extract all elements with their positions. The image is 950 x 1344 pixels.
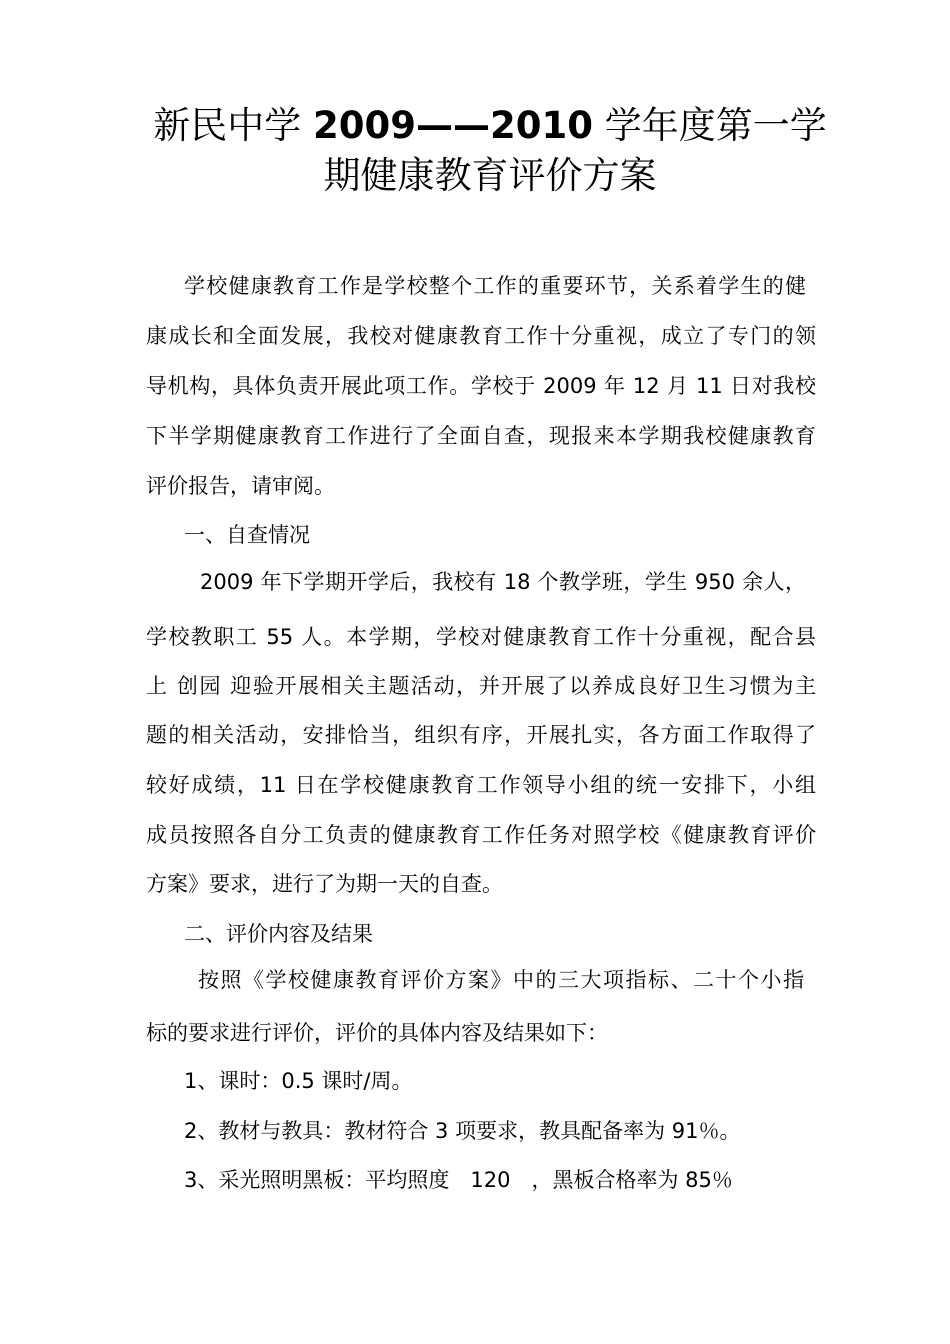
document-title-line1 [140, 104, 840, 148]
paragraph-intro-line-1: 学校健康教育工作是学校整个工作的重要环节，关系着学生的健 [184, 274, 806, 298]
paragraph-evaluation-line-1: 按照《学校健康教育评价方案》中的三大项指标、二十个小指 [198, 968, 804, 992]
paragraph-selfcheck-line-7: 方案》要求，进行了为期一天的自查。 [146, 872, 503, 896]
title-year-range: 2009——2010 [313, 104, 593, 147]
section-heading-evaluation: 二、评价内容及结果 [184, 922, 373, 946]
title-term-part1: 学年度第一学 [592, 104, 827, 147]
paragraph-intro-line-2: 康成长和全面发展，我校对健康教育工作十分重视，成立了专门的领 [146, 324, 816, 348]
list-item-class-hours: 1、课时：0.5 课时/周。 [184, 1069, 413, 1093]
paragraph-evaluation-line-2: 标的要求进行评价，评价的具体内容及结果如下： [146, 1021, 608, 1045]
paragraph-selfcheck-line-1: 2009 年下学期开学后，我校有 18 个教学班，学生 950 余人， [200, 570, 806, 594]
document-title-line2: 期健康教育评价方案 [323, 154, 657, 197]
paragraph-intro-line-4: 下半学期健康教育工作进行了全面自查，现报来本学期我校健康教育 [146, 424, 816, 448]
paragraph-selfcheck-line-3: 上 创园 迎验开展相关主题活动，并开展了以养成良好卫生习惯为主 [146, 674, 816, 698]
section-heading-self-check: 一、自查情况 [184, 523, 310, 547]
paragraph-selfcheck-line-6: 成员按照各自分工负责的健康教育工作任务对照学校《健康教育评价 [146, 823, 816, 847]
title-school-name: 新民中学 [153, 104, 314, 147]
list-item-lighting-blackboard: 3、采光照明黑板：平均照度 120 ，黑板合格率为 85％ [184, 1168, 733, 1192]
paragraph-selfcheck-line-4: 题的相关活动，安排恰当，组织有序，开展扎实，各方面工作取得了 [146, 723, 816, 747]
list-item-textbooks-teaching-aids: 2、教材与教具：教材符合 3 项要求，教具配备率为 91％。 [184, 1119, 741, 1143]
paragraph-intro-line-3: 导机构，具体负责开展此项工作。学校于 2009 年 12 月 11 日对我校 [146, 374, 816, 398]
paragraph-selfcheck-line-2: 学校教职工 55 人。本学期，学校对健康教育工作十分重视，配合县 [146, 625, 816, 649]
paragraph-selfcheck-line-5: 较好成绩，11 日在学校健康教育工作领导小组的统一安排下，小组 [146, 773, 816, 797]
paragraph-intro-line-5: 评价报告，请审阅。 [146, 474, 335, 498]
